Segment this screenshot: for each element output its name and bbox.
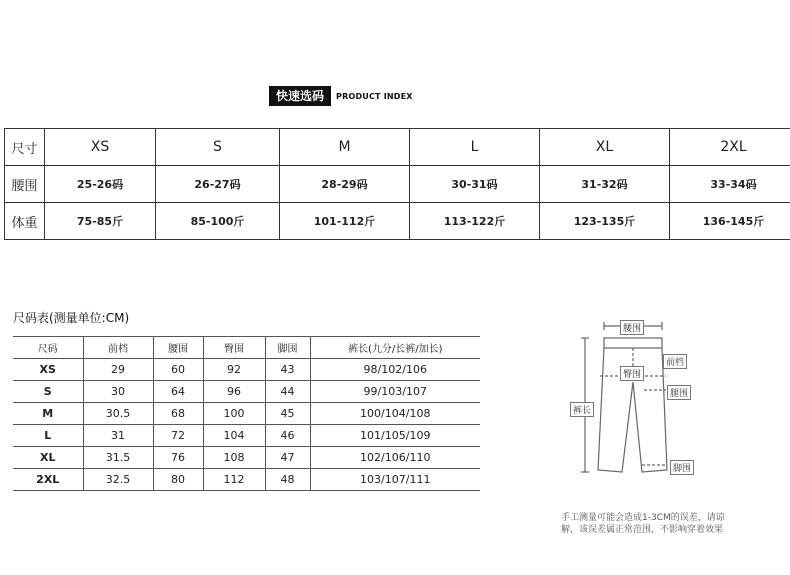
table-cell: 33-34码: [670, 166, 790, 203]
table-cell: 101/105/109: [310, 425, 480, 447]
size-row: [5, 129, 790, 166]
table-cell: 30-31码: [410, 166, 540, 203]
column-header: 腰围: [153, 337, 203, 359]
hem-label: 脚围: [670, 460, 694, 475]
table-cell: 43: [265, 359, 310, 381]
hip-label: 臀围: [620, 366, 644, 381]
size-cell: XL: [540, 129, 670, 166]
table-cell: 136-145斤: [670, 203, 790, 240]
size-cell: XS: [45, 129, 156, 166]
size-cell: S: [13, 381, 83, 403]
product-index-title: [269, 86, 413, 106]
title-en: PRODUCT INDEX: [336, 91, 413, 101]
measure-table: [13, 336, 480, 491]
measure-table-title: 尺码表(测量单位:CM): [13, 311, 130, 325]
table-cell: 45: [265, 403, 310, 425]
measure-note: 手工测量可能会造成1-3CM的误差，请谅解，该误差属正常范围，不影响穿着效果: [561, 513, 725, 535]
table-row: [13, 359, 480, 381]
waist-row: [5, 166, 790, 203]
thigh-label: 腿围: [667, 385, 691, 400]
table-cell: 28-29码: [280, 166, 410, 203]
table-cell: 113-122斤: [410, 203, 540, 240]
table-cell: 99/103/107: [310, 381, 480, 403]
table-cell: 26-27码: [156, 166, 280, 203]
table-cell: 46: [265, 425, 310, 447]
table-cell: 112: [203, 469, 265, 491]
table-cell: 68: [153, 403, 203, 425]
table-cell: 102/106/110: [310, 447, 480, 469]
column-header: 脚围: [265, 337, 310, 359]
table-cell: 64: [153, 381, 203, 403]
table-cell: 47: [265, 447, 310, 469]
table-cell: 60: [153, 359, 203, 381]
table-cell: 30.5: [83, 403, 153, 425]
pants-measure-diagram: [570, 320, 710, 490]
table-cell: 108: [203, 447, 265, 469]
table-cell: 104: [203, 425, 265, 447]
table-row: [13, 381, 480, 403]
column-header: 前档: [83, 337, 153, 359]
table-cell: 32.5: [83, 469, 153, 491]
table-cell: 31.5: [83, 447, 153, 469]
front-rise-label: 前档: [663, 354, 687, 369]
table-cell: 48: [265, 469, 310, 491]
size-cell: 2XL: [670, 129, 790, 166]
size-cell: XL: [13, 447, 83, 469]
table-cell: 30: [83, 381, 153, 403]
row-label: 体重: [5, 203, 45, 240]
row-label: 腰围: [5, 166, 45, 203]
size-cell: M: [13, 403, 83, 425]
size-cell: S: [156, 129, 280, 166]
table-cell: 76: [153, 447, 203, 469]
table-cell: 72: [153, 425, 203, 447]
weight-row: [5, 203, 790, 240]
table-cell: 101-112斤: [280, 203, 410, 240]
table-cell: 31: [83, 425, 153, 447]
table-cell: 85-100斤: [156, 203, 280, 240]
table-cell: 123-135斤: [540, 203, 670, 240]
size-cell: M: [280, 129, 410, 166]
column-header: 裤长(九分/长裤/加长): [310, 337, 480, 359]
table-row: [13, 425, 480, 447]
table-cell: 100/104/108: [310, 403, 480, 425]
quick-size-table: [4, 128, 790, 240]
column-header: 尺码: [13, 337, 83, 359]
table-cell: 31-32码: [540, 166, 670, 203]
table-row: [13, 469, 480, 491]
table-row: [13, 447, 480, 469]
table-cell: 96: [203, 381, 265, 403]
title-cn: 快速选码: [269, 86, 331, 106]
size-cell: L: [13, 425, 83, 447]
size-cell: 2XL: [13, 469, 83, 491]
table-row: [13, 403, 480, 425]
size-cell: XS: [13, 359, 83, 381]
table-cell: 92: [203, 359, 265, 381]
table-cell: 75-85斤: [45, 203, 156, 240]
table-header-row: [13, 337, 480, 359]
table-cell: 103/107/111: [310, 469, 480, 491]
table-cell: 29: [83, 359, 153, 381]
table-cell: 25-26码: [45, 166, 156, 203]
table-cell: 100: [203, 403, 265, 425]
waist-label: 腰围: [620, 320, 644, 335]
size-cell: L: [410, 129, 540, 166]
table-cell: 98/102/106: [310, 359, 480, 381]
column-header: 臀围: [203, 337, 265, 359]
table-cell: 80: [153, 469, 203, 491]
table-cell: 44: [265, 381, 310, 403]
corner-cell: 尺寸: [5, 129, 45, 166]
length-label: 裤长: [570, 402, 594, 417]
